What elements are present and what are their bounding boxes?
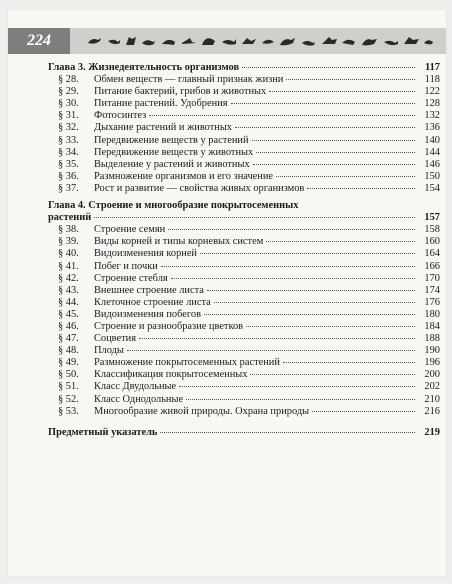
section-number: § 50. bbox=[58, 369, 79, 381]
book-page bbox=[8, 10, 446, 576]
section-number: § 40. bbox=[58, 248, 79, 260]
dot-leader bbox=[207, 290, 415, 291]
dot-leader bbox=[200, 253, 415, 254]
section-number: § 44. bbox=[58, 296, 79, 308]
page-number: 224 bbox=[8, 28, 70, 54]
dot-leader bbox=[253, 164, 415, 165]
section-number: § 30. bbox=[58, 98, 79, 110]
toc-item bbox=[48, 74, 440, 86]
toc-item bbox=[48, 285, 440, 297]
dot-leader bbox=[252, 140, 415, 141]
toc-item bbox=[48, 98, 440, 110]
section-number: § 52. bbox=[58, 393, 79, 405]
toc-index bbox=[48, 427, 440, 439]
toc-item bbox=[48, 321, 440, 333]
dot-leader bbox=[250, 374, 415, 375]
section-page: 196 bbox=[424, 357, 440, 369]
section-page: 150 bbox=[424, 170, 440, 182]
chapter-title-line2: растений bbox=[48, 212, 92, 224]
dot-leader bbox=[186, 399, 415, 400]
section-number: § 35. bbox=[58, 158, 79, 170]
toc-item bbox=[48, 171, 440, 183]
section-title: Дыхание растений и животных bbox=[94, 122, 232, 134]
section-number: § 48. bbox=[58, 345, 79, 357]
section-number: § 43. bbox=[58, 284, 79, 296]
toc-item bbox=[48, 381, 440, 393]
section-page: 180 bbox=[424, 308, 440, 320]
section-page: 200 bbox=[424, 369, 440, 381]
section-title: Рост и развитие — свойства живых организмов bbox=[94, 182, 305, 194]
dot-leader bbox=[204, 314, 415, 315]
toc-item bbox=[48, 273, 440, 285]
toc-item bbox=[48, 333, 440, 345]
section-page: 132 bbox=[424, 110, 440, 122]
page-header bbox=[8, 28, 446, 54]
chapter-title-line1: Глава 4. Строение и многообразие покрытосеменных bbox=[48, 200, 299, 212]
dot-leader bbox=[246, 326, 415, 327]
section-page: 128 bbox=[424, 98, 440, 110]
dot-leader bbox=[171, 278, 415, 279]
dot-leader bbox=[231, 103, 416, 104]
section-title: Питание бактерий, грибов и животных bbox=[94, 86, 267, 98]
dot-leader bbox=[139, 338, 415, 339]
section-number: § 39. bbox=[58, 236, 79, 248]
dot-leader bbox=[168, 229, 415, 230]
section-page: 202 bbox=[424, 381, 440, 393]
toc-item bbox=[48, 122, 440, 134]
section-title: Клеточное строение листа bbox=[94, 296, 211, 308]
dot-leader bbox=[160, 432, 415, 433]
chapter-title: Глава 3. Жизнедеятельность организмов bbox=[48, 62, 240, 73]
section-number: § 51. bbox=[58, 381, 79, 393]
toc-chapter-4 bbox=[48, 200, 440, 224]
dot-leader bbox=[94, 217, 415, 218]
section-number: § 47. bbox=[58, 333, 79, 345]
chapter-page: 117 bbox=[424, 62, 440, 73]
dot-leader bbox=[127, 350, 415, 351]
section-number: § 37. bbox=[58, 182, 79, 194]
toc-item bbox=[48, 369, 440, 381]
section-title: Плоды bbox=[94, 345, 124, 357]
section-page: 188 bbox=[424, 333, 440, 345]
dot-leader bbox=[242, 67, 415, 68]
section-number: § 34. bbox=[58, 146, 79, 158]
section-title: Обмен веществ — главный признак жизни bbox=[94, 74, 284, 86]
section-page: 140 bbox=[424, 134, 440, 146]
section-title: Размножение организмов и его значение bbox=[94, 170, 274, 182]
dot-leader bbox=[256, 152, 415, 153]
section-title: Соцветия bbox=[94, 333, 137, 345]
toc-item bbox=[48, 159, 440, 171]
section-page: 210 bbox=[424, 393, 440, 405]
section-page: 164 bbox=[424, 248, 440, 260]
section-title: Класс Двудольные bbox=[94, 381, 177, 393]
section-number: § 53. bbox=[58, 405, 79, 417]
section-number: § 33. bbox=[58, 134, 79, 146]
section-number: § 42. bbox=[58, 272, 79, 284]
section-title: Внешнее строение листа bbox=[94, 284, 204, 296]
toc-item bbox=[48, 309, 440, 321]
toc-item bbox=[48, 297, 440, 309]
section-number: § 49. bbox=[58, 357, 79, 369]
section-page: 216 bbox=[424, 405, 440, 417]
toc-item bbox=[48, 406, 440, 418]
section-number: § 31. bbox=[58, 110, 79, 122]
toc-item bbox=[48, 248, 440, 260]
toc-item bbox=[48, 357, 440, 369]
section-page: 154 bbox=[424, 182, 440, 194]
section-page: 136 bbox=[424, 122, 440, 134]
section-title: Строение семян bbox=[94, 224, 166, 236]
section-number: § 28. bbox=[58, 74, 79, 86]
section-title: Побег и почки bbox=[94, 260, 158, 272]
section-number: § 46. bbox=[58, 320, 79, 332]
section-page: 146 bbox=[424, 158, 440, 170]
section-title: Видоизменения корней bbox=[94, 248, 197, 260]
animal-silhouettes-decor bbox=[86, 31, 436, 51]
dot-leader bbox=[283, 362, 415, 363]
index-page: 219 bbox=[424, 426, 440, 438]
dot-leader bbox=[266, 241, 415, 242]
section-page: 170 bbox=[424, 272, 440, 284]
dot-leader bbox=[149, 115, 415, 116]
section-title: Выделение у растений и животных bbox=[94, 158, 250, 170]
toc-item bbox=[48, 236, 440, 248]
section-title: Виды корней и типы корневых систем bbox=[94, 236, 264, 248]
toc-item bbox=[48, 345, 440, 357]
section-title: Многообразие живой природы. Охрана природы bbox=[94, 405, 310, 417]
dot-leader bbox=[312, 411, 415, 412]
section-page: 176 bbox=[424, 296, 440, 308]
toc-item bbox=[48, 183, 440, 195]
section-page: 118 bbox=[424, 74, 440, 86]
toc-item bbox=[48, 261, 440, 273]
section-title: Размножение покрытосеменных растений bbox=[94, 357, 280, 369]
dot-leader bbox=[286, 79, 415, 80]
section-number: § 32. bbox=[58, 122, 79, 134]
dot-leader bbox=[214, 302, 415, 303]
section-page: 174 bbox=[424, 284, 440, 296]
section-title: Передвижение веществ у растений bbox=[94, 134, 249, 146]
table-of-contents bbox=[48, 62, 440, 439]
section-title: Класс Однодольные bbox=[94, 393, 184, 405]
section-title: Строение стебля bbox=[94, 272, 168, 284]
section-page: 184 bbox=[424, 320, 440, 332]
dot-leader bbox=[179, 386, 415, 387]
toc-chapter-3 bbox=[48, 62, 440, 74]
section-number: § 29. bbox=[58, 86, 79, 98]
section-title: Питание растений. Удобрения bbox=[94, 98, 228, 110]
section-page: 166 bbox=[424, 260, 440, 272]
dot-leader bbox=[161, 266, 415, 267]
toc-item bbox=[48, 147, 440, 159]
section-page: 190 bbox=[424, 345, 440, 357]
section-page: 158 bbox=[424, 224, 440, 236]
section-number: § 36. bbox=[58, 170, 79, 182]
dot-leader bbox=[276, 176, 415, 177]
chapter-page: 157 bbox=[424, 212, 440, 224]
dot-leader bbox=[235, 127, 415, 128]
toc-item bbox=[48, 86, 440, 98]
section-title: Видоизменения побегов bbox=[94, 308, 201, 320]
section-title: Классификация покрытосеменных bbox=[94, 369, 248, 381]
section-page: 122 bbox=[424, 86, 440, 98]
section-number: § 38. bbox=[58, 224, 79, 236]
toc-item bbox=[48, 135, 440, 147]
toc-item bbox=[48, 224, 440, 236]
dot-leader bbox=[307, 188, 415, 189]
toc-item bbox=[48, 110, 440, 122]
toc-item bbox=[48, 394, 440, 406]
index-title: Предметный указатель bbox=[48, 426, 158, 438]
dot-leader bbox=[269, 91, 415, 92]
section-number: § 41. bbox=[58, 260, 79, 272]
section-page: 160 bbox=[424, 236, 440, 248]
section-title: Передвижение веществ у животных bbox=[94, 146, 254, 158]
section-number: § 45. bbox=[58, 308, 79, 320]
section-title: Строение и разнообразие цветков bbox=[94, 320, 244, 332]
section-page: 144 bbox=[424, 146, 440, 158]
section-title: Фотосинтез bbox=[94, 110, 147, 122]
